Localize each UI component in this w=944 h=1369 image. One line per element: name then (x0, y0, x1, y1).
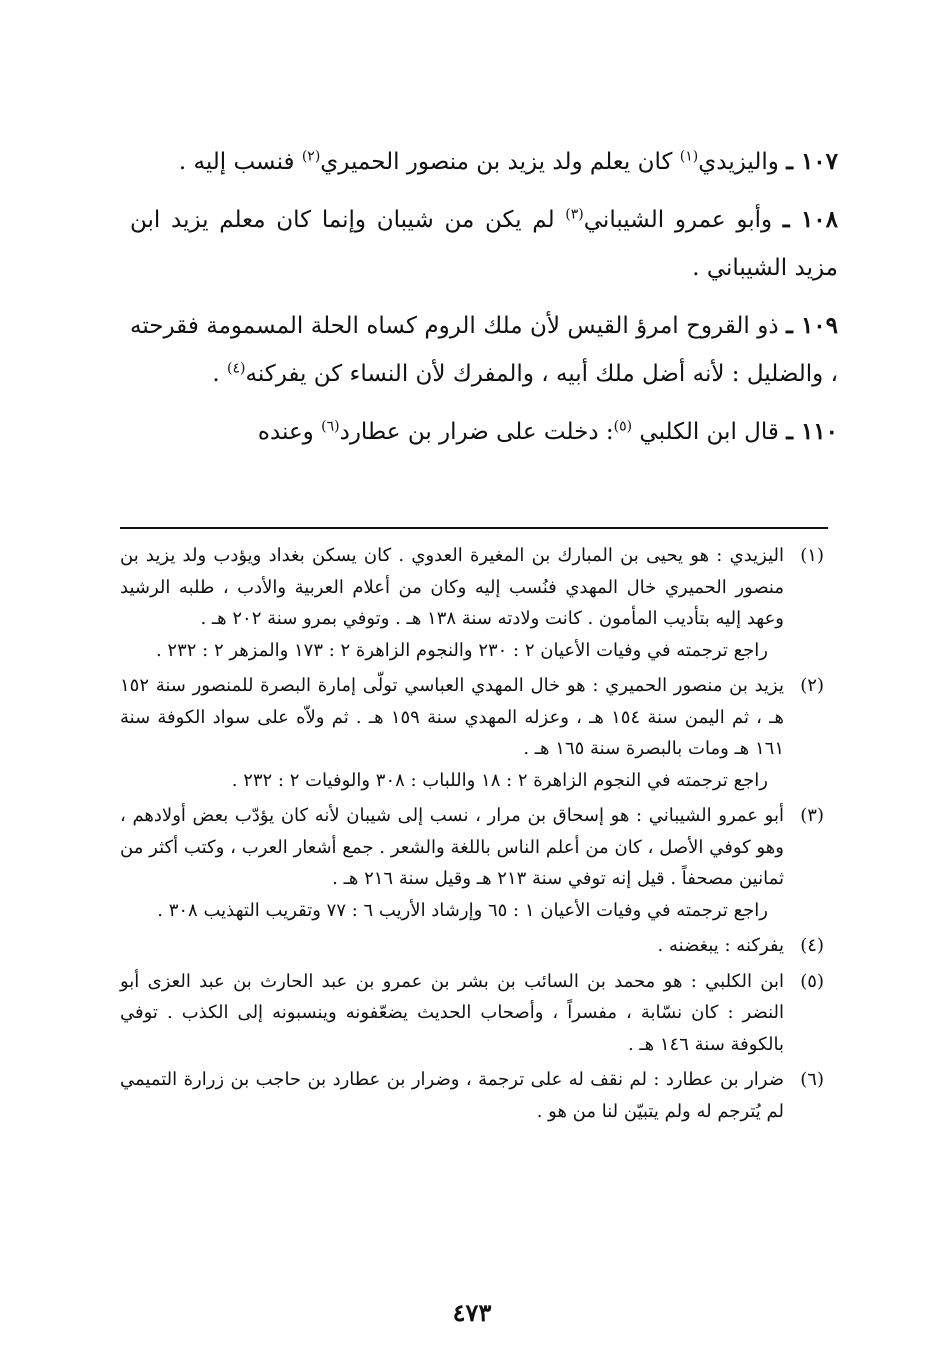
footnote-label: (١) (800, 545, 824, 566)
footnote-reference: راجع ترجمته في وفيات الأعيان ١ : ٦٥ وإرشاد الأريب ٦ : ٧٧ وتقريب التهذيب ٣٠٨ . (157, 899, 768, 921)
footnote-text: اليزيدي : هو يحيى بن المبارك بن المغيرة العدوي . كان يسكن بغداد ويؤدب ولد يزيد بن منصور الحميري خال المهدي فنُسب إليه وكان من أعلام العربية والأدب ، طلبه الرشيد وعهد إليه بتأديب المأمون . كانت ولادته سنة ١٣٨ هـ . وتوفي بمرو سنة ٢٠٢ هـ . (120, 545, 784, 629)
entry-text: فنسب إليه . (178, 149, 302, 175)
main-text (130, 138, 838, 466)
footnote-label: (٢) (800, 675, 824, 696)
footnote-text: ابن الكلبي : هو محمد بن السائب بن بشر بن عمرو بن عبد الحارث بن عبد العزى أبو النضر : كان نسّابة ، مفسراً ، وأصحاب الحديث يضعّفونه وينسبونه إلى الكذب . توفي بالكوفة سنة ١٤٦ هـ . (120, 970, 784, 1055)
footnote-6 (120, 1064, 824, 1127)
footnote-ref: (٣) (565, 206, 584, 223)
footnote-text: يزيد بن منصور الحميري : هو خال المهدي العباسي تولّى إمارة البصرة للمنصور سنة ١٥٢ هـ ، ثم اليمن سنة ١٥٤ هـ ، وعزله المهدي سنة ١٥٩ هـ . ثم ولاّه على سواد الكوفة سنة ١٦١ هـ ومات بالبصرة سنة ١٦٥ هـ . (120, 675, 784, 759)
footnote-label: (٣) (800, 805, 824, 826)
footnote-label: (٥) (800, 970, 824, 992)
footnote-ref: (٥) (613, 418, 633, 435)
footnote-label: (٤) (800, 935, 824, 956)
entry-text: قال ابن الكلبي (632, 419, 779, 445)
footnote-reference: راجع ترجمته في وفيات الأعيان ٢ : ٢٣٠ والنجوم الزاهرة ٢ : ١٧٣ والمزهر ٢ : ٢٣٢ . (155, 639, 768, 661)
footnote-text: أبو عمرو الشيباني : هو إسحاق بن مرار ، نسب إلى شيبان لأنه كان يؤدّب بعض أولادهم ، وهو كوفي الأصل ، كان من أعلم الناس باللغة والشعر . جمع أشعار العرب ، وكتب أكثر من ثمانين مصحفاً . قيل إنه توفي سنة ٢١٣ هـ وقيل سنة ٢١٦ هـ . (120, 805, 784, 889)
entry-107 (130, 138, 838, 186)
footnote-text: يفركنه : يبغضنه . (657, 935, 784, 956)
entry-text: ذو القروح امرؤ القيس لأن ملك الروم كساه الحلة المسمومة فقرحته ، والضليل : لأنه أضل ملك أبيه ، والمفرك لأن النساء كن يفركنه (130, 313, 838, 387)
entry-text: : دخلت على ضرار بن عطارد (339, 419, 614, 445)
footnote-ref: (١) (679, 148, 699, 165)
footnote-1 (120, 540, 824, 666)
page-number: ٤٧٣ (452, 1298, 492, 1327)
footnote-ref: (٤) (227, 360, 246, 377)
footnote-5 (120, 966, 824, 1061)
footnote-ref: (٢) (301, 148, 321, 165)
footnote-ref: (٦) (321, 418, 340, 435)
entry-number: ١٠٩ ـ (786, 312, 839, 339)
footnotes (120, 540, 824, 1131)
footnote-reference: راجع ترجمته في النجوم الزاهرة ٢ : ١٨ واللباب : ٣٠٨ والوفيات ٢ : ٢٣٢ . (231, 769, 768, 791)
entry-109 (130, 302, 838, 398)
footnote-label: (٦) (800, 1069, 824, 1090)
entry-text: واليزيدي (698, 149, 779, 175)
entry-108 (130, 196, 838, 292)
entry-number: ١١٠ ـ (786, 418, 838, 445)
entry-110 (130, 408, 838, 456)
footnote-3 (120, 800, 824, 926)
entry-text: كان يعلم ولد يزيد بن منصور الحميري (320, 149, 680, 175)
footnote-text: ضرار بن عطارد : لم نقف له على ترجمة ، وضرار بن عطارد بن حاجب بن زرارة التميمي لم يُترجم له ولم يتبيّن لنا من هو . (120, 1069, 784, 1122)
entry-number: ١٠٧ ـ (786, 148, 838, 175)
entry-text: وأبو عمرو الشيباني (583, 207, 773, 233)
footnote-2 (120, 670, 824, 796)
entry-text: لم يكن من شيبان وإنما كان معلم يزيد ابن مزيد الشيباني . (130, 207, 838, 281)
entry-number: ١٠٨ ـ (782, 206, 839, 233)
entry-text: وعنده (257, 419, 322, 445)
entry-text: . (212, 361, 228, 387)
footnote-separator (120, 527, 828, 529)
footnote-4 (120, 930, 824, 962)
